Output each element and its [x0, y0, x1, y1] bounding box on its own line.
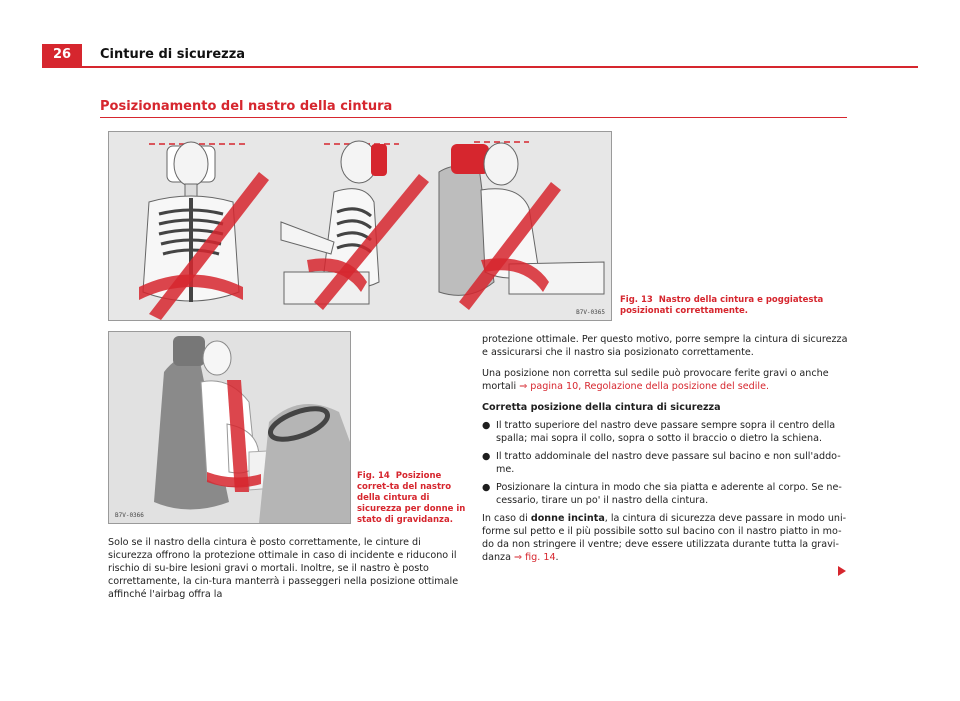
section-rule [100, 117, 847, 118]
right-paragraph-1: protezione ottimale. Per questo motivo, porre sempre la cintura di sicurezza e assicurarsi che il nastro sia posizionato correttamente. [482, 334, 848, 358]
section-title: Posizionamento del nastro della cintura [100, 99, 393, 114]
figure-14-code: B7V-0366 [115, 512, 144, 519]
right-paragraph-3 [482, 512, 848, 564]
bullet-item [482, 450, 848, 476]
bullet-icon: ● [482, 482, 491, 493]
figure-13-belt-positions [108, 131, 612, 321]
left-column-paragraph: Solo se il nastro della cintura è posto correttamente, le cinture di sicurezza offrono la protezione ottimale in caso di incidente e riducono il rischio di su-bire lesioni gravi o mortali. Inoltre, se il nastro è posto correttamente, la cin-tura manterrà i passeggeri nella posizione ottimale affinché l'airbag offra la [108, 537, 459, 600]
bullet-text: Posizionare la cintura in modo che sia piatta e aderente al corpo. Se ne-cessario, tirare un po' il nastro della cintura. [496, 482, 842, 506]
figure-13-label: Fig. 13 [620, 295, 653, 305]
bullet-item [482, 481, 848, 507]
page-number: 26 [42, 44, 82, 66]
figure-13-caption [620, 295, 850, 317]
right-column [482, 333, 848, 572]
figure-14-illustration [109, 332, 350, 523]
bullet-text: Il tratto superiore del nastro deve passare sempre sopra il centro della spalla; mai sopra il collo, sopra o sotto il braccio o dietro la schiena. [496, 420, 836, 444]
figure-14-caption-text: Posizione corret-ta del nastro della cintura di sicurezza per donne in stato di gravidanza. [357, 471, 466, 525]
bullet-icon: ● [482, 451, 491, 462]
correct-position-heading: Corretta posizione della cintura di sicurezza [482, 402, 721, 413]
bullet-text: Il tratto addominale del nastro deve passare sul bacino e non sull'addo-me. [496, 451, 841, 475]
figure-14-caption [357, 471, 472, 526]
right-paragraph-3-a: In caso di [482, 513, 531, 524]
right-paragraph-3-b: , la cintura di sicurezza deve passare in modo uni-forme sul petto e il più possibile sotto sul bacino con il nastro piatto in mo-do da non stringere il ventre; deve essere utilizzata durante tutta la gravi-danza [482, 513, 847, 563]
header-rule [42, 66, 918, 68]
right-paragraph-2-text: Una posizione non corretta sul sedile può provocare ferite gravi o anche mortali [482, 368, 829, 392]
right-paragraph-3-end: . [555, 552, 559, 563]
continue-arrow-icon [838, 566, 846, 576]
figure-reference-link[interactable]: ⇒ fig. 14 [514, 552, 556, 563]
figure-14-label: Fig. 14 [357, 471, 390, 481]
figure-13-caption-text: Nastro della cintura e poggiatesta posizionati correttamente. [620, 295, 824, 316]
chapter-title: Cinture di sicurezza [100, 47, 246, 62]
figure-14-pregnant-belt [108, 331, 351, 524]
bullet-item [482, 419, 848, 445]
pregnant-women-emphasis: donne incinta [530, 513, 605, 524]
right-paragraph-2 [482, 367, 848, 393]
figure-13-illustration [109, 132, 611, 320]
figure-13-code: B7V-0365 [576, 309, 605, 316]
page-reference-link[interactable]: ⇒ pagina 10, Regolazione della posizione del sedile. [519, 381, 770, 392]
bullet-icon: ● [482, 420, 491, 431]
